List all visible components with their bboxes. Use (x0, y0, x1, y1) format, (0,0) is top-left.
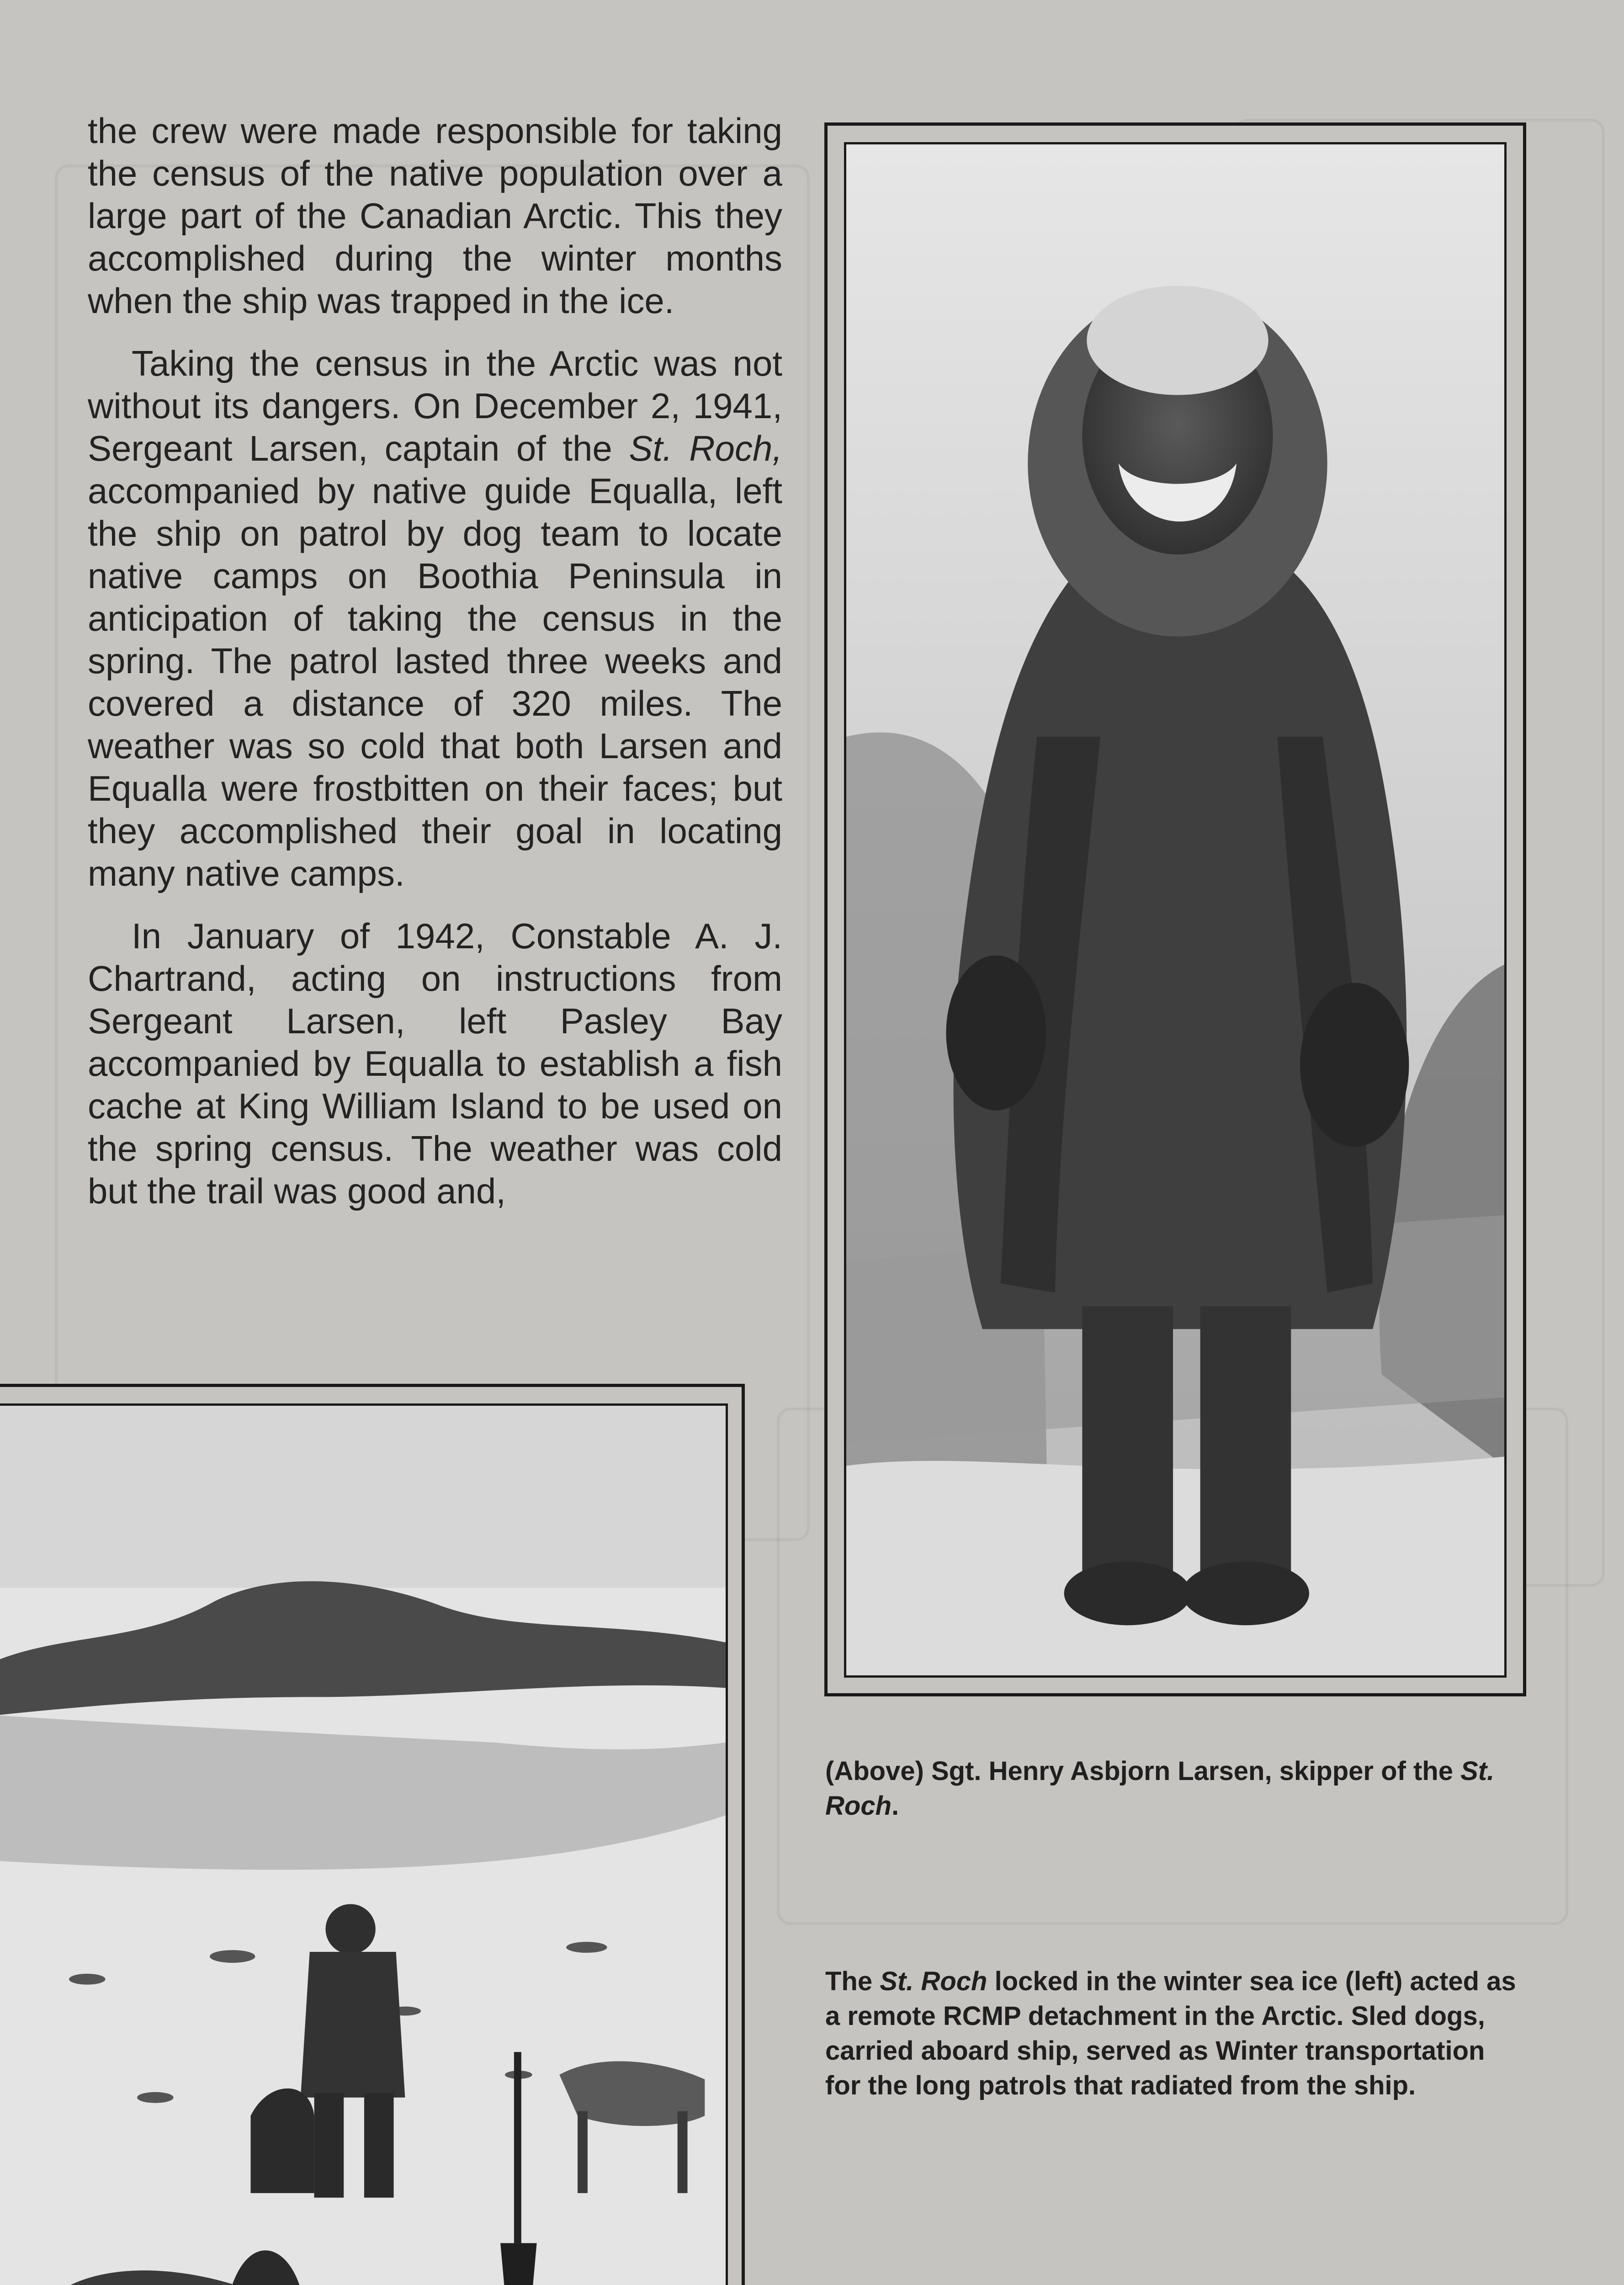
caption-text: (Above) Sgt. Henry Asbjorn Larsen, skipper of the (825, 1756, 1461, 1786)
caption-text: . (892, 1791, 899, 1821)
ship-name: St. Roch (880, 1966, 987, 1996)
ship-name: St. Roch (825, 1756, 1495, 1821)
ship-name: St. Roch, (629, 428, 782, 468)
article-text: accompanied by native guide Equalla, left the ship on patrol by dog team to locate native camps on Boothia Peninsula in anticipation of taking the census in the spring. The patrol lasted three weeks and covered a distance of 320 miles. The weather was so cold that both Larsen and Equalla were frostbitten on their faces; but they accomplished their goal in locating many native camps. (88, 471, 782, 893)
article-text: Taking the census in the Arctic was not without its dangers. On December 2, 1941, Sergeant Larsen, captain of the (88, 343, 782, 468)
winter-scene-photo (0, 1406, 726, 2285)
article-body (88, 110, 782, 1233)
article-paragraph: the crew were made responsible for taking the census of the native population over a large part of the Canadian Arctic. This they accomplished during the winter months when the ship was trapped in the ice. (88, 111, 782, 321)
larsen-photo-caption (825, 1754, 1524, 1823)
ship-photo-caption (825, 1964, 1524, 2103)
larsen-photo-border (844, 142, 1507, 1678)
winter-scene-photo-frame (0, 1384, 745, 2285)
caption-text: locked in the winter sea ice (left) acted as a remote RCMP detachment in the Arctic. Sled dogs, carried aboard ship, served as Winter transportation for the long patrols that radiated from the ship. (825, 1966, 1516, 2100)
article-paragraph: In January of 1942, Constable A. J. Chartrand, acting on instructions from Sergeant Larsen, left Pasley Bay accompanied by Equalla to establish a fish cache at King William Island to be used on the spring census. The weather was cold but the trail was good and, (88, 916, 782, 1211)
larsen-photo-frame (824, 122, 1526, 1696)
winter-scene-photo-border (0, 1403, 728, 2285)
larsen-portrait-photo (846, 144, 1504, 1675)
article-paragraph (88, 342, 782, 895)
caption-text: The (825, 1966, 880, 1996)
